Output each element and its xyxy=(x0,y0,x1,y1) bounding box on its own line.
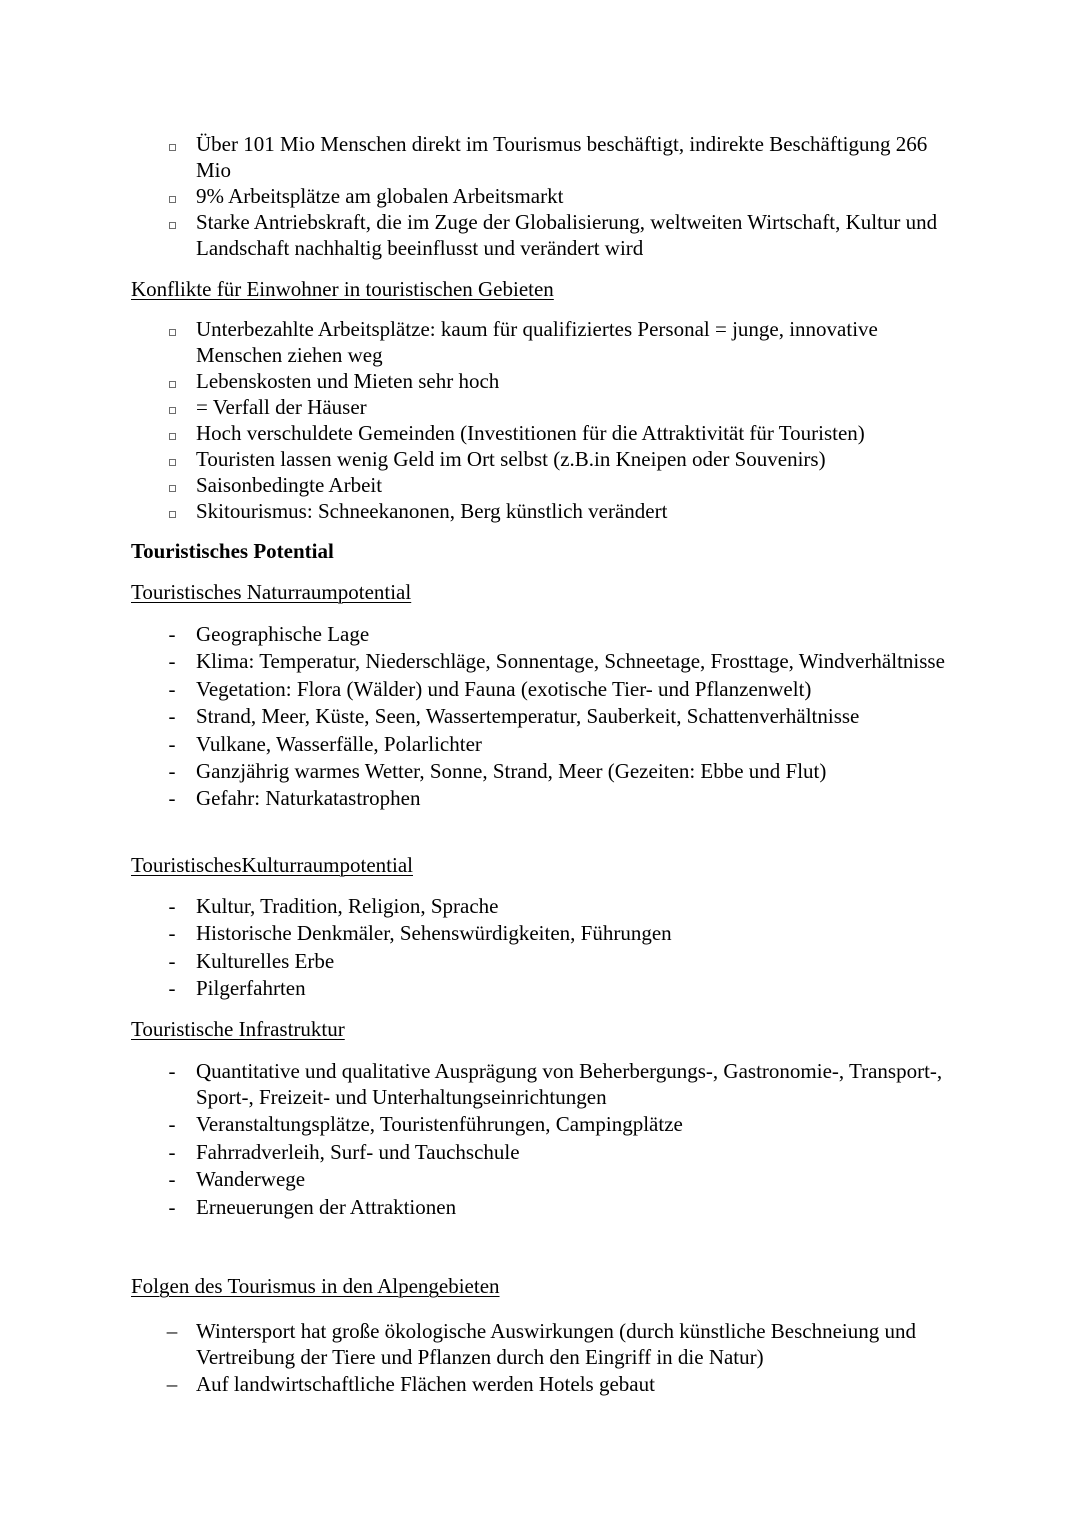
list-item xyxy=(0,731,956,757)
list-item xyxy=(0,498,956,524)
square-bullet-icon xyxy=(164,183,180,209)
list-item xyxy=(0,1318,956,1370)
list-item xyxy=(0,703,956,729)
list-item-text: = Verfall der Häuser xyxy=(196,395,367,419)
dash-bullet-icon xyxy=(164,1166,180,1192)
list-item xyxy=(0,621,956,647)
list-item-text: Erneuerungen der Attraktionen xyxy=(196,1194,457,1219)
dash-bullet-icon xyxy=(164,621,180,647)
list-item-text: Gefahr: Naturkatastrophen xyxy=(196,786,421,811)
dash-bullet-icon xyxy=(164,1058,180,1084)
dash-bullet-icon xyxy=(164,648,180,674)
list-item-text: Strand, Meer, Küste, Seen, Wassertemperatur, Sauberkeit, Schattenverhältnisse xyxy=(196,704,860,729)
square-bullet-icon xyxy=(164,446,180,472)
list-item-text: Über 101 Mio Menschen direkt im Tourismus beschäftigt, indirekte Beschäftigung 266 Mio xyxy=(196,132,928,182)
dash-bullet-icon xyxy=(164,975,180,1001)
dash-bullet-icon xyxy=(164,758,180,784)
list-item xyxy=(0,472,956,498)
list-item-text: Ganzjährig warmes Wetter, Sonne, Strand, Meer (Gezeiten: Ebbe und Flut) xyxy=(196,758,827,783)
list-item xyxy=(0,920,956,946)
alps-heading: Folgen des Tourismus in den Alpengebieten xyxy=(131,1274,500,1298)
conflicts-list xyxy=(0,316,1080,524)
list-item-text: Klima: Temperatur, Niederschläge, Sonnentage, Schneetage, Frosttage, Windverhältnisse xyxy=(196,649,945,674)
square-bullet-icon xyxy=(164,498,180,524)
square-bullet-icon xyxy=(164,209,180,235)
list-item-text: Unterbezahlte Arbeitsplätze: kaum für qualifiziertes Personal = junge, innovative Menschen ziehen weg xyxy=(196,317,878,367)
dash-bullet-icon xyxy=(164,1139,180,1165)
list-item xyxy=(0,785,956,811)
dash-bullet-icon xyxy=(164,948,180,974)
list-item xyxy=(0,1058,956,1110)
list-item-text: Kultur, Tradition, Religion, Sprache xyxy=(196,894,499,918)
infrastructure-list xyxy=(0,1058,1080,1221)
list-item xyxy=(0,394,956,420)
square-bullet-icon xyxy=(164,420,180,446)
alps-list xyxy=(0,1318,1080,1399)
potential-heading: Touristisches Potential xyxy=(131,539,334,563)
list-item-text: Quantitative und qualitative Ausprägung von Beherbergungs-, Gastronomie-, Transport-, Sport-, Freizeit- und Unterhaltungseinrichtungen xyxy=(196,1059,943,1109)
list-item xyxy=(0,1166,956,1192)
list-item-text: Touristen lassen wenig Geld im Ort selbst (z.B.in Kneipen oder Souvenirs) xyxy=(196,447,826,471)
dash-bullet-icon xyxy=(164,893,180,919)
square-bullet-icon xyxy=(164,394,180,420)
dash-bullet-icon xyxy=(164,920,180,946)
dash-bullet-icon xyxy=(164,1194,180,1220)
dash-bullet-icon xyxy=(164,731,180,757)
dash-bullet-icon xyxy=(164,703,180,729)
conflicts-heading: Konflikte für Einwohner in touristischen Gebieten xyxy=(131,277,554,301)
dash-bullet-icon xyxy=(164,1111,180,1137)
list-item xyxy=(0,316,956,368)
list-item-text: Geographische Lage xyxy=(196,622,370,646)
list-item-text: Lebenskosten und Mieten sehr hoch xyxy=(196,369,500,393)
list-item-text: Wanderwege xyxy=(196,1167,306,1192)
square-bullet-icon xyxy=(164,316,180,342)
list-item-text: Kulturelles Erbe xyxy=(196,948,335,973)
list-item xyxy=(0,975,956,1001)
list-item xyxy=(0,446,956,472)
intro-list xyxy=(0,131,1080,261)
square-bullet-icon xyxy=(164,368,180,394)
list-item xyxy=(0,648,956,674)
dash-bullet-icon xyxy=(164,1318,180,1344)
list-item-text: Vulkane, Wasserfälle, Polarlichter xyxy=(196,731,482,756)
list-item xyxy=(0,948,956,974)
list-item-text: Auf landwirtschaftliche Flächen werden Hotels gebaut xyxy=(196,1372,655,1397)
list-item xyxy=(0,420,956,446)
square-bullet-icon xyxy=(164,131,180,157)
culture-heading: TouristischesKulturraumpotential xyxy=(131,853,413,877)
list-item xyxy=(0,183,956,209)
infrastructure-heading: Touristische Infrastruktur xyxy=(131,1017,345,1041)
list-item-text: Veranstaltungsplätze, Touristenführungen, Campingplätze xyxy=(196,1112,683,1137)
list-item-text: Skitourismus: Schneekanonen, Berg künstlich verändert xyxy=(196,499,668,523)
list-item xyxy=(0,1371,956,1397)
list-item xyxy=(0,131,956,183)
nature-list xyxy=(0,621,1080,813)
list-item xyxy=(0,209,956,261)
list-item xyxy=(0,1194,956,1220)
dash-bullet-icon xyxy=(164,676,180,702)
list-item-text: 9% Arbeitsplätze am globalen Arbeitsmarkt xyxy=(196,184,564,208)
list-item xyxy=(0,758,956,784)
list-item-text: Wintersport hat große ökologische Auswirkungen (durch künstliche Beschneiung und Vertreibung der Tiere und Pflanzen durch den Eingriff in die Natur) xyxy=(196,1319,917,1369)
list-item-text: Saisonbedingte Arbeit xyxy=(196,473,383,497)
list-item xyxy=(0,1139,956,1165)
culture-list xyxy=(0,893,1080,1003)
list-item xyxy=(0,1111,956,1137)
list-item-text: Fahrradverleih, Surf- und Tauchschule xyxy=(196,1139,520,1164)
dash-bullet-icon xyxy=(164,1371,180,1397)
list-item xyxy=(0,368,956,394)
list-item-text: Starke Antriebskraft, die im Zuge der Globalisierung, weltweiten Wirtschaft, Kultur und Landschaft nachhaltig beeinflusst und verändert wird xyxy=(196,210,938,260)
dash-bullet-icon xyxy=(164,785,180,811)
square-bullet-icon xyxy=(164,472,180,498)
list-item xyxy=(0,893,956,919)
list-item-text: Vegetation: Flora (Wälder) und Fauna (exotische Tier- und Pflanzenwelt) xyxy=(196,676,812,701)
nature-heading: Touristisches Naturraumpotential xyxy=(131,580,412,604)
list-item xyxy=(0,676,956,702)
list-item-text: Hoch verschuldete Gemeinden (Investitionen für die Attraktivität für Touristen) xyxy=(196,421,865,445)
list-item-text: Pilgerfahrten xyxy=(196,976,306,1001)
list-item-text: Historische Denkmäler, Sehenswürdigkeiten, Führungen xyxy=(196,921,672,946)
